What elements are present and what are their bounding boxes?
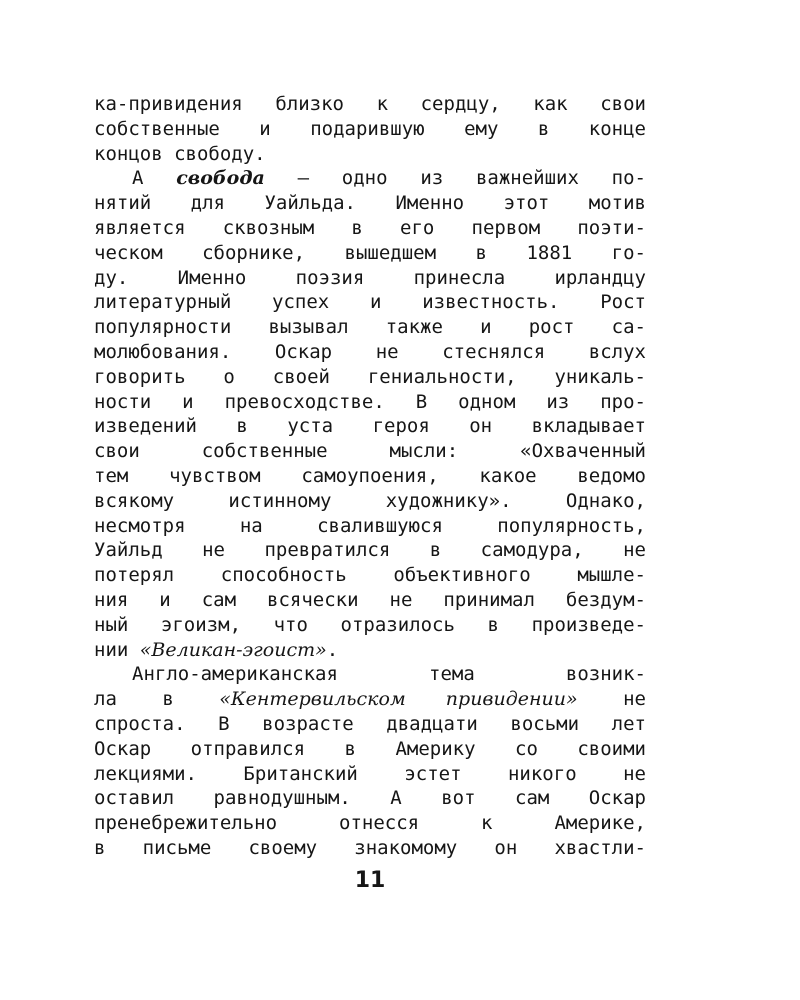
text-line: изведений в уста героя он вкладывает [94, 415, 646, 438]
text-line [94, 687, 646, 712]
work-title-canterville-ghost: «Кентервильском привидении» [219, 688, 578, 711]
paragraph-last-line [94, 638, 646, 663]
text-line: всякому истинному художнику». Однако, [94, 489, 646, 512]
text-line: потерял способность объективного мышле- [94, 564, 646, 587]
text-line: пренебрежительно отнесся к Америке, [94, 812, 646, 835]
page-number: 11 [354, 868, 386, 893]
emphasis-freedom: свобода [176, 167, 265, 190]
text-line: Оскар отправился в Америку со своими [94, 737, 646, 760]
text-line: ка-привидения близко к сердцу, как свои [94, 93, 646, 115]
text-line: молюбования. Оскар не стеснялся вслух [94, 340, 646, 363]
paragraph-first-line [94, 166, 646, 191]
text-line: свои собственные мысли: «Охваченный [94, 440, 646, 463]
text-line: ческом сборнике, вышедшем в 1881 го- [94, 241, 646, 264]
text-line: является сквозным в его первом поэти- [94, 216, 646, 239]
text-line: Уайльд не превратился в самодура, не [94, 539, 646, 562]
paragraph-first-line: Англо-американская тема возник- [132, 663, 646, 686]
text-line: ду. Именно поэзия принесла ирландцу [94, 266, 646, 289]
text-fragment: А [132, 167, 177, 190]
text-line: тем чувством самоупоения, какое ведомо [94, 464, 646, 487]
text-line: говорить о своей гениальности, уникаль- [94, 365, 646, 388]
text-line: несмотря на свалившуюся популярность, [94, 514, 646, 537]
text-line: ния и сам всячески не принимал бездум- [94, 588, 646, 611]
text-line: оставил равнодушным. А вот сам Оскар [94, 787, 646, 810]
body-text [94, 92, 646, 861]
text-line: спроста. В возрасте двадцати восьми лет [94, 712, 646, 735]
work-title-selfish-giant: «Великан-эгоист» [139, 638, 327, 661]
text-fragment: . [326, 638, 339, 661]
text-line: концов свободу. [94, 142, 266, 165]
text-line: нятий для Уайльда. Именно этот мотив [94, 192, 646, 215]
text-fragment: не [577, 688, 646, 711]
text-line: в письме своему знакомому он хвастли- [94, 836, 646, 859]
text-line: ности и превосходстве. В одном из про- [94, 390, 646, 413]
text-line: собственные и подарившую ему в конце [94, 117, 646, 140]
text-fragment: нии [94, 638, 140, 661]
text-line: популярности вызывал также и рост са- [94, 316, 646, 339]
text-line: лекциями. Британский эстет никого не [94, 762, 646, 785]
text-line: литературный успех и известность. Рост [94, 291, 646, 314]
text-line: ный эгоизм, что отразилось в произведе- [94, 613, 646, 636]
text-fragment: ла в [94, 688, 220, 711]
text-fragment: — одно из важнейших по- [264, 167, 646, 190]
